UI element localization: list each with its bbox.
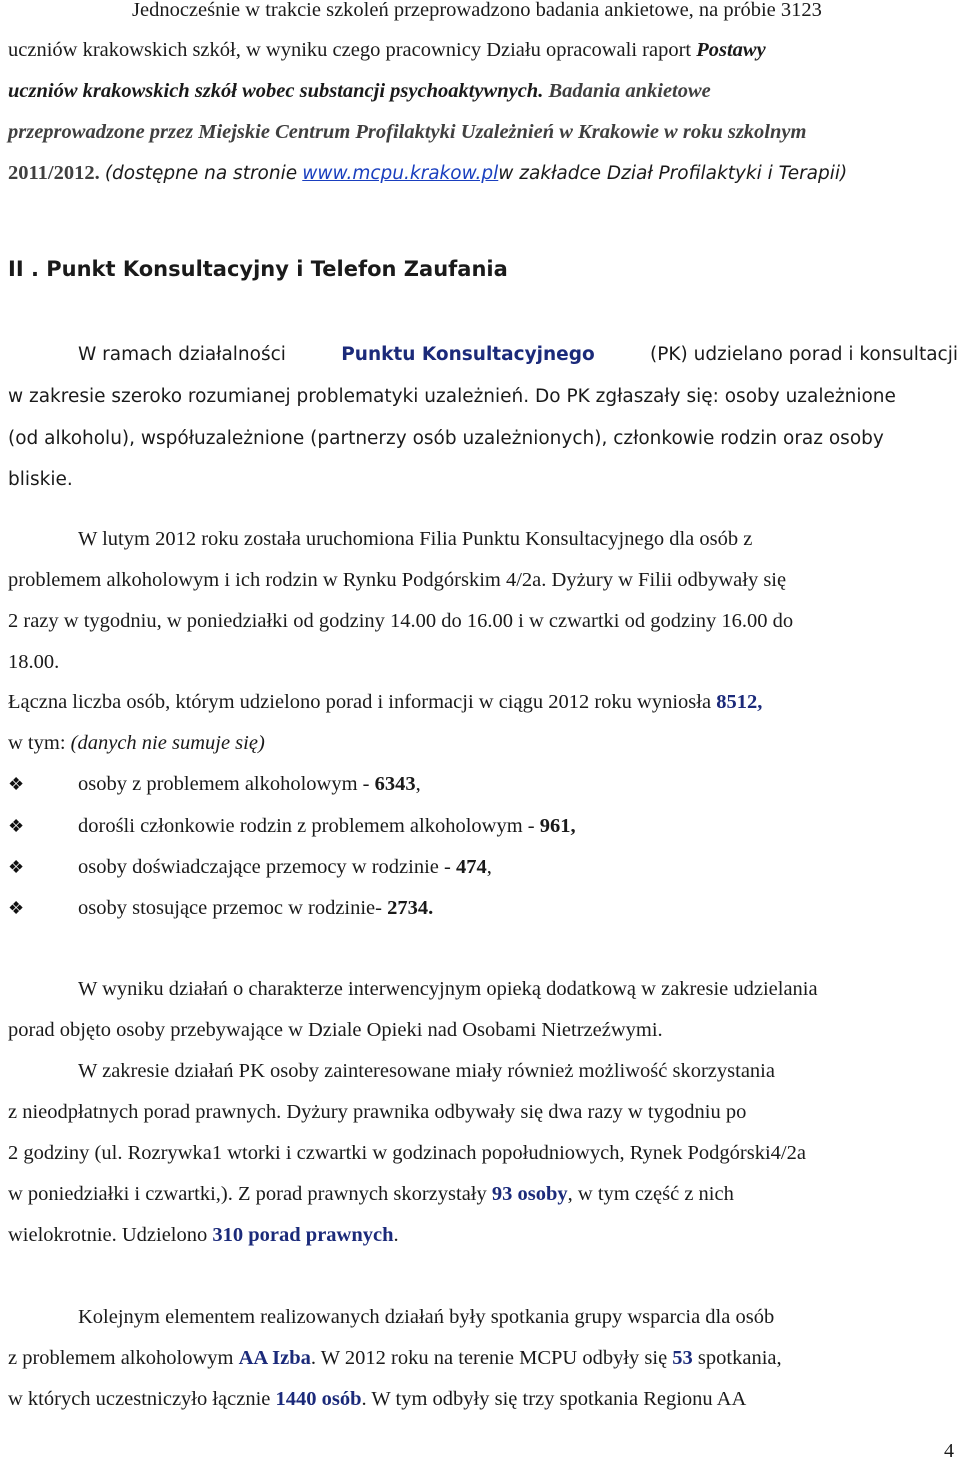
text-span: osoby z problemem alkoholowym - xyxy=(78,773,375,795)
paragraph-line xyxy=(132,0,958,22)
text-span: W zakresie działań PK osoby zainteresowane miały również możliwość skorzystania xyxy=(78,1060,775,1082)
text-span: 2 godziny (ul. Rozrywka1 wtorki i czwartki w godzinach popołudniowych, Rynek Podgórski4/2a xyxy=(8,1142,806,1164)
text-span: w poniedziałki i czwartki,). Z porad prawnych skorzystały xyxy=(8,1183,487,1205)
text-span: (od alkoholu), współuzależnione (partnerzy osób uzależnionych), członkowie rodzin oraz osoby xyxy=(8,428,884,449)
paragraph-line xyxy=(8,343,958,367)
paragraph-line xyxy=(8,38,958,62)
text-span: W ramach działalności xyxy=(78,344,286,365)
paragraph-line xyxy=(78,1305,958,1329)
list-item xyxy=(8,772,908,796)
text-span: 2011/2012. xyxy=(8,162,100,184)
legal-advice-count-highlight: 93 osoby xyxy=(491,1183,568,1205)
paragraph-line xyxy=(8,1387,746,1411)
paragraph-line xyxy=(8,568,786,592)
text-span: z nieodpłatnych porad prawnych. Dyżury prawnika odbywały się dwa razy w tygodniu po xyxy=(8,1101,747,1123)
text-span: w tym: xyxy=(8,732,66,754)
diamond-bullet-icon: ❖ xyxy=(8,774,25,794)
participants-count-highlight: 1440 osób xyxy=(275,1388,362,1410)
count-value: 961, xyxy=(539,815,576,837)
text-span: bliskie. xyxy=(8,469,73,490)
diamond-bullet-icon: ❖ xyxy=(8,816,25,836)
page-number: 4 xyxy=(944,1440,954,1462)
report-title-emphasis: uczniów krakowskich szkół wobec substancji psychoaktywnych. xyxy=(8,80,544,102)
paragraph-line xyxy=(8,1018,663,1042)
text-span: w zakresie szeroko rozumianej problematyki uzależnień. Do PK zgłaszały się: osoby uzależnione xyxy=(8,386,896,407)
text-span: Kolejnym elementem realizowanych działań były spotkania grupy wsparcia dla osób xyxy=(78,1306,775,1328)
punkt-konsultacyjny-highlight: Punktu Konsultacyjnego xyxy=(341,344,595,365)
text-span: . W 2012 roku na terenie MCPU odbyły się xyxy=(310,1347,668,1369)
text-span: . xyxy=(393,1224,399,1246)
paragraph-line xyxy=(8,79,958,103)
count-value: 474 xyxy=(455,856,487,878)
text-span: , xyxy=(486,856,492,878)
paragraph-line xyxy=(8,1346,782,1370)
text-span: osoby stosujące przemoc w rodzinie- xyxy=(78,897,388,919)
text-span: , w tym część z nich xyxy=(567,1183,734,1205)
paragraph-line xyxy=(8,385,896,409)
text-span: (dostępne na stronie xyxy=(104,163,298,184)
paragraph-line xyxy=(8,1223,399,1247)
list-item xyxy=(8,814,908,838)
text-span: porad objęto osoby przebywające w Dziale Opieki nad Osobami Nietrzeźwymi. xyxy=(8,1019,663,1041)
count-value: 6343 xyxy=(374,773,416,795)
paragraph-line xyxy=(78,527,958,551)
text-span: 18.00. xyxy=(8,651,60,673)
text-span: w których uczestniczyło łącznie xyxy=(8,1388,271,1410)
text-span: problemem alkoholowym i ich rodzin w Rynku Podgórskim 4/2a. Dyżury w Filii odbywały się xyxy=(8,569,787,591)
section-heading: II . Punkt Konsultacyjny i Telefon Zaufania xyxy=(8,257,508,281)
text-span: Badania ankietowe xyxy=(548,80,711,102)
text-span: wielokrotnie. Udzielono xyxy=(8,1224,208,1246)
paragraph-line xyxy=(8,161,847,186)
diamond-bullet-icon: ❖ xyxy=(8,898,25,918)
text-span: 2 razy w tygodniu, w poniedziałki od godziny 14.00 do 16.00 i w czwartki od godziny 16.00 do xyxy=(8,610,794,632)
text-span: (PK) udzielano porad i konsultacji xyxy=(649,344,958,365)
legal-advice-total-highlight: 310 porad prawnych xyxy=(212,1224,394,1246)
paragraph-line xyxy=(78,977,958,1001)
count-value: 2734. xyxy=(387,897,434,919)
text-span: Łączna liczba osób, którym udzielono porad i informacji w ciągu 2012 roku wyniosła xyxy=(8,691,712,713)
diamond-bullet-icon: ❖ xyxy=(8,857,25,877)
text-span: , xyxy=(415,773,421,795)
meetings-count-highlight: 53 xyxy=(672,1347,693,1369)
text-span: W wyniku działań o charakterze interwencyjnym opieką dodatkową w zakresie udzielania xyxy=(78,978,818,1000)
text-span: W lutym 2012 roku została uruchomiona Filia Punktu Konsultacyjnego dla osób z xyxy=(78,528,753,550)
text-span: w zakładce Dział Profilaktyki i Terapii) xyxy=(498,163,848,184)
text-span: spotkania, xyxy=(697,1347,782,1369)
paragraph-line xyxy=(8,1182,734,1206)
paragraph-line xyxy=(8,468,73,492)
text-span: (danych nie sumuje się) xyxy=(70,732,265,754)
text-span: dorośli członkowie rodzin z problemem alkoholowym - xyxy=(78,815,540,837)
total-count-highlight: 8512, xyxy=(716,691,763,713)
paragraph-line xyxy=(8,690,762,714)
paragraph-line xyxy=(8,609,793,633)
paragraph-line xyxy=(8,1141,806,1165)
text-span: . W tym odbyły się trzy spotkania Regionu AA xyxy=(361,1388,747,1410)
text-span: Jednocześnie w trakcie szkoleń przeprowadzono badania ankietowe, na próbie 3123 xyxy=(132,0,822,21)
text-span: uczniów krakowskich szkół, w wyniku czego pracownicy Działu opracowali raport xyxy=(8,39,692,61)
aa-izba-highlight: AA Izba xyxy=(238,1347,311,1369)
paragraph-line xyxy=(78,1059,958,1083)
paragraph-line xyxy=(8,1100,746,1124)
paragraph-line xyxy=(8,650,59,674)
mcpu-website-link[interactable]: www.mcpu.krakow.pl xyxy=(302,163,499,184)
list-item xyxy=(8,855,908,879)
paragraph-line xyxy=(8,427,884,451)
paragraph-line xyxy=(8,120,958,144)
list-item xyxy=(8,896,908,920)
report-title-emphasis: Postawy xyxy=(696,39,766,61)
text-span: z problemem alkoholowym xyxy=(8,1347,234,1369)
text-span: przeprowadzone przez Miejskie Centrum Profilaktyki Uzależnień w Krakowie w roku szkolnym xyxy=(8,121,807,143)
text-span: osoby doświadczające przemocy w rodzinie - xyxy=(78,856,456,878)
paragraph-line xyxy=(8,731,265,755)
